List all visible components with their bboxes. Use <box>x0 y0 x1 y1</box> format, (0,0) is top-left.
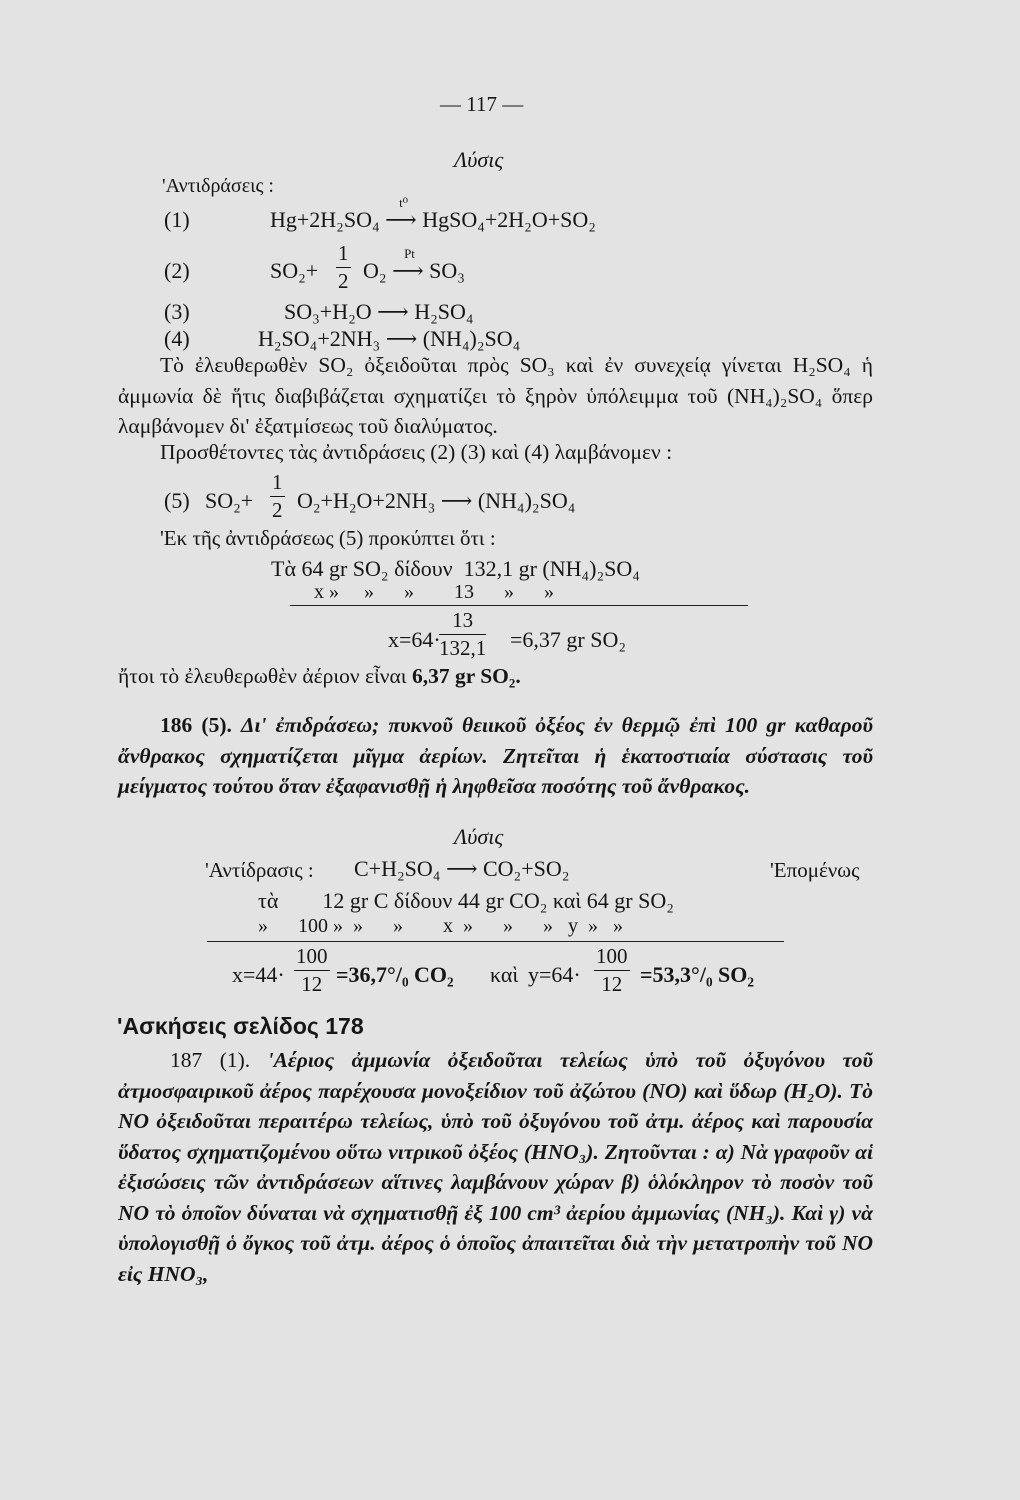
problem-number: 187 (1). <box>170 1048 251 1072</box>
reaction-right: (NH₄)₂SO₄ <box>477 488 576 513</box>
reaction-left: O₂ <box>363 258 387 283</box>
summation-sentence: Προσθέτοντες τὰς ἀντιδράσεις (2) (3) καὶ (4) λαμβάνομεν : <box>160 440 673 464</box>
fraction-half: $\frac{1}{2}$ <box>338 241 349 293</box>
proportion-line-2: x » » » 13 » » <box>314 581 554 603</box>
and-word: καὶ <box>490 962 519 987</box>
reaction-left: SO₃+H₂O <box>284 299 372 324</box>
reaction-arrow: t⁰ ⟶ <box>385 195 417 232</box>
problem-187 <box>118 1045 873 1289</box>
result-value: 6,37 gr SO₂. <box>411 664 521 688</box>
calc-x-fraction: $\frac{100}{12}$ <box>296 944 328 996</box>
problem-number: 186 (5). <box>160 713 232 737</box>
reaction-5 <box>297 488 575 514</box>
problem-text: Δι' ἐπιδράσεω; πυκνοῦ θειικοῦ ὀξέος ἐν θερμῷ ἐπὶ 100 gr καθαροῦ ἄνθρακος σχηματίζεται μῖγμα ἀερίων. Ζητεῖται ἡ ἑκατοστιαία σύστασις τοῦ μείγματος τούτου ὅταν ἐξαφανισθῇ ἡ ληφθεῖσα ποσότης τοῦ ἄνθρακος. <box>118 713 873 798</box>
reaction-right: HgSO₄+2H₂O+SO₂ <box>422 207 596 232</box>
page-number: — 117 — <box>440 92 524 116</box>
calc-fraction: $\frac{13}{132,1}$ <box>439 608 487 660</box>
calc-x-prefix: x=64· <box>388 627 441 652</box>
proportion-row-1: τὰ 12 gr C δίδουν 44 gr CO₂ καὶ 64 gr SO₂ <box>258 888 674 913</box>
reactions-label: 'Αντιδράσεις : <box>162 175 274 197</box>
proportion-rule <box>207 941 784 942</box>
reaction-4 <box>258 326 520 352</box>
reaction-number: (3) <box>164 299 190 324</box>
reaction-label: 'Αντίδρασις : <box>205 858 314 882</box>
calc-y-result: =53,3°/₀ SO₂ <box>640 962 754 987</box>
reaction-left: H₂SO₄+2NH₃ <box>258 326 381 351</box>
carbon-reaction <box>354 856 569 882</box>
reaction-left: Hg+2H₂SO₄ <box>270 207 380 232</box>
reaction-right: (NH₄)₂SO₄ <box>422 326 521 351</box>
reaction-number: (1) <box>164 207 190 232</box>
reaction-right: SO₃ <box>429 258 465 283</box>
derivation-sentence: 'Εκ τῆς ἀντιδράσεως (5) προκύπτει ὅτι : <box>160 526 496 550</box>
consequently-label: 'Επομένως <box>770 858 860 882</box>
result-sentence: ἤτοι τὸ ἐλευθερωθὲν ἀέριον εἶναι 6,37 gr SO₂. <box>118 664 521 688</box>
solution-heading: Λύσις <box>454 147 504 172</box>
problem-text: 'Αέριος ἀμμωνία ὀξειδοῦται τελείως ὑπὸ τοῦ ὀξυγόνου τοῦ ἀτμοσφαιρικοῦ ἀέρος παρέχουσα μονοξείδιον τοῦ ἀζώτου (NO) καὶ ὕδωρ (H₂O). Τὸ NO ὀξειδοῦται περαιτέρω τελείως, ὑπὸ τοῦ ὀξυγόνου τοῦ ἀτμ. ἀέρος καὶ παρουσία ὕδατος σχηματιζομένου οὕτω νιτρικοῦ ὀξέος (HNO₃). Ζητοῦνται : α) Νὰ γραφοῦν αἱ ἐξισώσεις τῶν ἀντιδράσεων αἵτινες λαμβάνουν χώραν β) ὁλόκληρον τὸ ποσὸν τοῦ NO τὸ ὁποῖον δύναται νὰ σχηματισθῇ ἐξ 100 cm³ ἀερίου ἀμμωνίας (NH₃). Καὶ γ) νὰ ὑπολογισθῇ ὁ ὄγκος τοῦ ἀτμ. ἀέρος ὁ ὁποῖος ἀπαιτεῖται διὰ τὴν μετατροπὴν τοῦ NO εἰς HNO₃, <box>118 1048 873 1286</box>
calc-y-prefix: y=64· <box>528 962 581 987</box>
exercises-heading: 'Ασκήσεις σελίδος 178 <box>117 1013 364 1039</box>
reaction-5-left: SO₂+ <box>205 488 254 513</box>
reaction-left: O₂+H₂O+2NH₃ <box>297 488 436 513</box>
calc-y-fraction: $\frac{100}{12}$ <box>596 944 628 996</box>
reaction-arrow: ⟶ <box>445 856 478 881</box>
reaction-1 <box>270 195 596 233</box>
problem-186 <box>118 710 873 802</box>
calc-x-result: =36,7°/₀ CO₂ <box>336 962 454 987</box>
reaction-arrow: ⟶ <box>377 299 409 324</box>
reaction-left: C+H₂SO₄ <box>354 856 441 881</box>
proportion-rule <box>290 605 748 606</box>
calc-x-prefix: x=44· <box>232 962 285 987</box>
proportion-row-2: » 100 » » » x » » » y » » <box>258 915 623 937</box>
fraction-half: $\frac{1}{2}$ <box>272 470 283 522</box>
proportion-line-1: Τὰ 64 gr SO₂ δίδουν 132,1 gr (NH₄)₂SO₄ <box>271 556 640 581</box>
reaction-arrow: Pt ⟶ <box>392 246 424 283</box>
solution-heading: Λύσις <box>454 824 504 849</box>
reaction-number: (5) <box>164 488 190 513</box>
reaction-right: CO₂+SO₂ <box>482 856 570 881</box>
reaction-number: (4) <box>164 326 190 351</box>
reaction-number: (2) <box>164 258 190 283</box>
reaction-arrow: ⟶ <box>385 326 418 351</box>
catalyst-label: Pt <box>404 246 415 261</box>
reaction-2 <box>363 246 465 284</box>
reaction-2-left: SO₂+ <box>270 258 319 283</box>
calc-result: =6,37 gr SO₂ <box>510 627 627 652</box>
explanation-paragraph: Τὸ ἐλευθερωθὲν SO₂ ὀξειδοῦται πρὸς SO₃ καὶ ἐν συνεχείᾳ γίνεται H₂SO₄ ἡ ἀμμωνία δὲ ἥτις διαβιβάζεται σχηματίζει τὸ ξηρὸν ὑπόλειμμα τοῦ (NH₄)₂SO₄ ὅπερ λαμβάνομεν δι' ἐξατμίσεως τοῦ διαλύματος. <box>118 353 873 438</box>
reaction-arrow: ⟶ <box>440 488 473 513</box>
reaction-right: H₂SO₄ <box>414 299 474 324</box>
temperature-label: t⁰ <box>399 195 408 210</box>
reaction-3 <box>284 299 474 325</box>
